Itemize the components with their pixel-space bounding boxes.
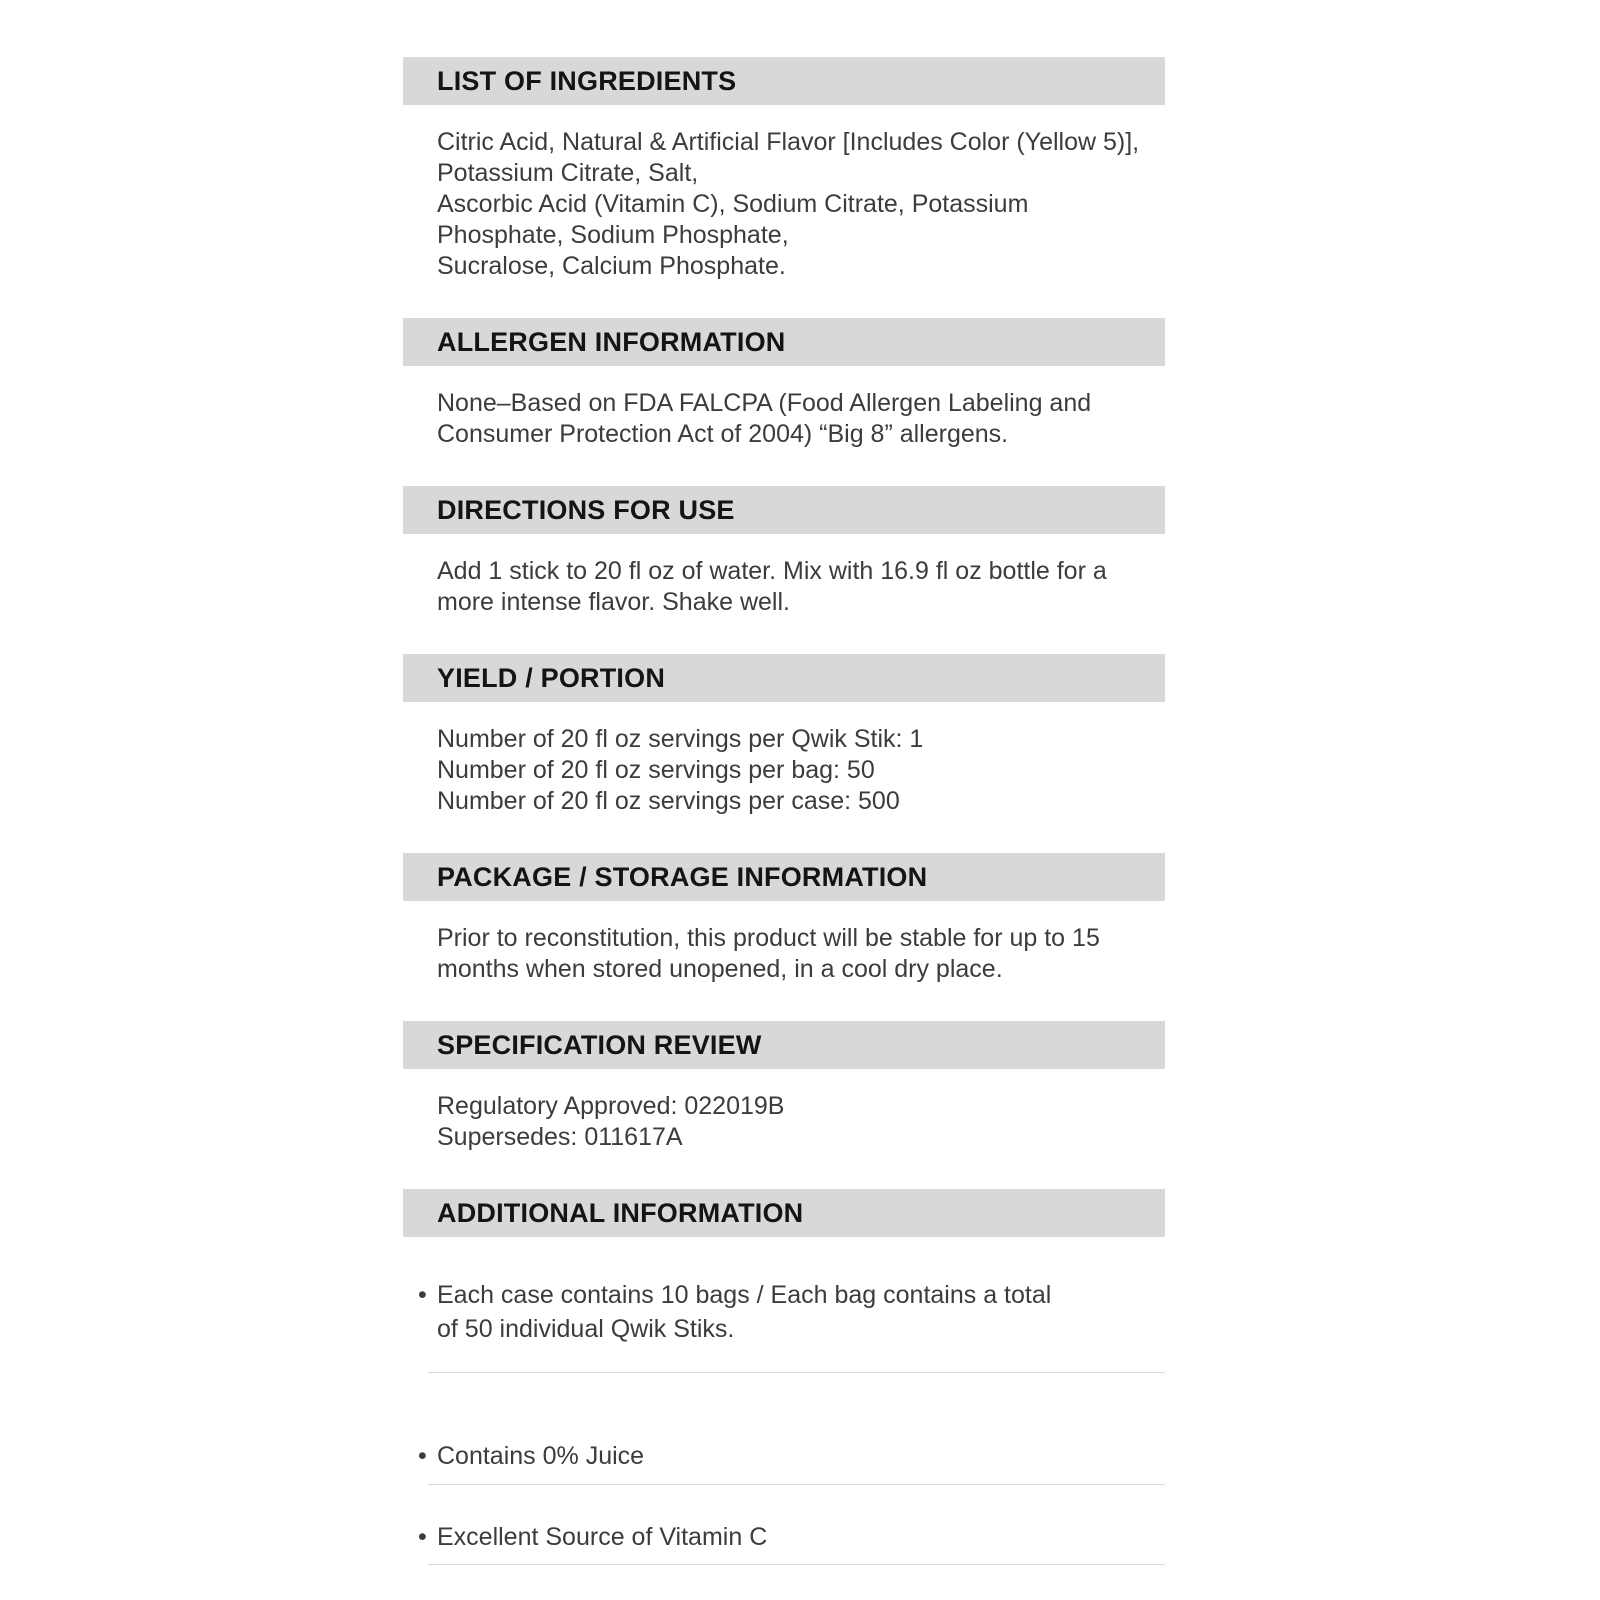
text-line: Regulatory Approved: 022019B [437, 1092, 785, 1120]
bullet-item [418, 1520, 1165, 1554]
bullet-list [403, 1278, 1165, 1565]
section-header-bar [403, 57, 1165, 105]
section-header-bar [403, 1021, 1165, 1069]
text-line: Potassium Citrate, Salt, [437, 159, 699, 187]
section-yield-portion [403, 654, 1165, 817]
text-line: Number of 20 fl oz servings per Qwik Stik: 1 [437, 725, 924, 753]
section-specification-review [403, 1021, 1165, 1153]
section-title: DIRECTIONS FOR USE [437, 494, 735, 525]
divider [428, 1564, 1165, 1565]
section-package-storage [403, 853, 1165, 985]
section-additional-information [403, 1189, 1165, 1565]
bullet-text: Contains 0% Juice [437, 1442, 645, 1470]
section-title: PACKAGE / STORAGE INFORMATION [437, 861, 928, 892]
text-line: Number of 20 fl oz servings per case: 500 [437, 787, 900, 815]
section-title: ADDITIONAL INFORMATION [437, 1197, 804, 1228]
text-line: Supersedes: 011617A [437, 1123, 683, 1151]
text-line: of 50 individual Qwik Stiks. [437, 1315, 735, 1343]
specification-paragraph [437, 1091, 1165, 1153]
product-spec-document [403, 57, 1165, 1565]
section-title: ALLERGEN INFORMATION [437, 326, 786, 357]
bullet-text: Excellent Source of Vitamin C [437, 1523, 768, 1551]
text-line: Add 1 stick to 20 fl oz of water. Mix with 16.9 fl oz bottle for a [437, 557, 1107, 585]
section-header-bar [403, 853, 1165, 901]
section-header-bar [403, 1189, 1165, 1237]
divider [428, 1484, 1165, 1485]
text-line: Consumer Protection Act of 2004) “Big 8” allergens. [437, 420, 1009, 448]
text-line: Number of 20 fl oz servings per bag: 50 [437, 756, 875, 784]
text-line: Ascorbic Acid (Vitamin C), Sodium Citrate, Potassium [437, 190, 1029, 218]
section-list-of-ingredients [403, 57, 1165, 282]
bullet-icon: • [418, 1281, 427, 1309]
section-allergen-information [403, 318, 1165, 450]
bullet-text [437, 1278, 1165, 1346]
text-line: more intense flavor. Shake well. [437, 588, 790, 616]
bullet-item [418, 1439, 1165, 1473]
directions-paragraph [437, 556, 1165, 618]
text-line: Citric Acid, Natural & Artificial Flavor [Includes Color (Yellow 5)], [437, 128, 1140, 156]
section-title: LIST OF INGREDIENTS [437, 65, 737, 96]
bullet-icon: • [418, 1442, 427, 1470]
text-line: Each case contains 10 bags / Each bag contains a total [437, 1281, 1052, 1309]
bullet-icon: • [418, 1523, 427, 1551]
section-header-bar [403, 654, 1165, 702]
text-line: Sucralose, Calcium Phosphate. [437, 252, 786, 280]
divider [428, 1372, 1165, 1373]
allergen-paragraph [437, 388, 1165, 450]
ingredients-paragraph [437, 127, 1165, 282]
section-header-bar [403, 318, 1165, 366]
text-line: Prior to reconstitution, this product will be stable for up to 15 [437, 924, 1100, 952]
yield-paragraph [437, 724, 1165, 817]
section-title: YIELD / PORTION [437, 662, 666, 693]
text-line: Phosphate, Sodium Phosphate, [437, 221, 789, 249]
package-paragraph [437, 923, 1165, 985]
text-line: None–Based on FDA FALCPA (Food Allergen Labeling and [437, 389, 1092, 417]
section-header-bar [403, 486, 1165, 534]
text-line: months when stored unopened, in a cool dry place. [437, 955, 1003, 983]
section-title: SPECIFICATION REVIEW [437, 1029, 762, 1060]
section-directions-for-use [403, 486, 1165, 618]
bullet-item [418, 1278, 1165, 1346]
